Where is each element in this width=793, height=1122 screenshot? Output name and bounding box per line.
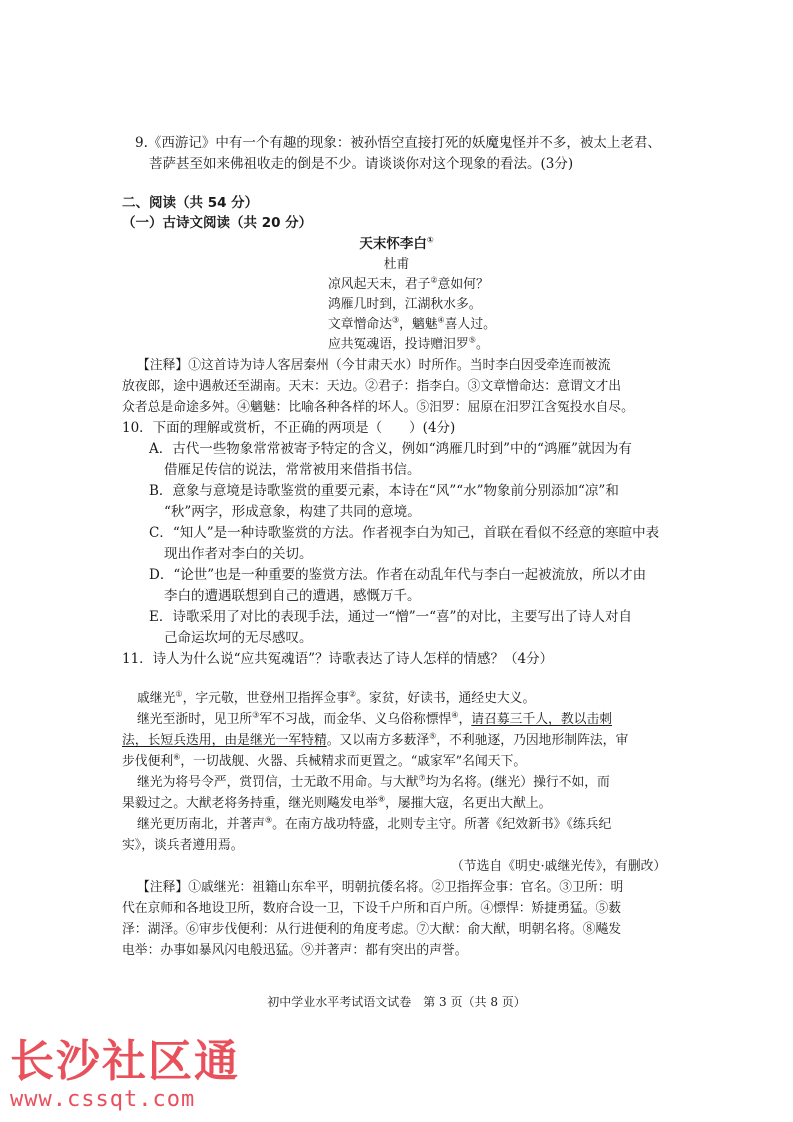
q10-stem: 10．下面的理解或赏析，不正确的两项是（ ）(4分) <box>122 420 456 436</box>
prose-source: （节选自《明史·戚继光传》，有删改） <box>451 859 667 874</box>
poem-line-3-a: 文章憎命达 <box>328 317 392 332</box>
poem-line-1-a: 凉风起天末，君子 <box>328 277 431 292</box>
poem-note-4: ④ <box>437 315 445 325</box>
page-footer: 初中学业水平考试语文试卷 第 3 页（共 8 页） <box>267 995 526 1009</box>
prose-p5-a: 继光为将号令严，赏罚信，士无敢不用命。与大猷 <box>137 775 419 790</box>
prose-line-2 <box>137 711 612 729</box>
q10-option-e-2: 己命运坎坷的无尽感叹。 <box>164 630 313 646</box>
q9-line1: 9.《西游记》中有一个有趣的现象：被孙悟空直接打死的妖魔鬼怪并不多，被太上老君、 <box>135 135 661 151</box>
q10-option-e-1: E．诗歌采用了对比的表现手法，通过一“憎”一“喜”的对比，主要写出了诗人对自 <box>149 609 632 625</box>
prose-note-5: ⑤ <box>429 731 437 741</box>
prose-p1-b: ，字元敬，世登州卫指挥佥事 <box>182 691 349 706</box>
subsection-title: （一）古诗文阅读（共 20 分） <box>122 215 313 231</box>
q9-line2: 菩萨甚至如来佛祖收走的倒是不少。请谈谈你对这个现象的看法。(3分) <box>149 156 574 172</box>
poem-line-3-c: 喜人过。 <box>444 317 496 332</box>
poem-line-4-a: 应共冤魂语，投诗赠汨罗 <box>328 337 469 352</box>
prose-note-4: ④ <box>451 710 459 720</box>
q10-option-d-2: 李白的遭遇联想到自己的遭遇，感慨万千。 <box>164 588 421 604</box>
prose-underlined-1: 请召募三千人，教以击刺 <box>471 712 613 727</box>
poem-line-1 <box>328 276 489 294</box>
prose-p1-a: 戚继光 <box>137 691 176 706</box>
prose-p6-b: ，屡摧大寇，名更出大猷上。 <box>385 796 552 811</box>
prose-p2-b: 军不习战，而金华、义乌俗称慓悍 <box>259 712 452 727</box>
poem-notes-line2: 放夜郎，途中遇赦还至湖南。天末：天边。②君子：指李白。③文章憎命达：意谓文才出 <box>122 379 622 394</box>
poem-line-3-b: ，魑魅 <box>399 317 438 332</box>
poem-line-4 <box>328 336 489 354</box>
prose-line-3 <box>122 732 628 750</box>
prose-p5-b: 均为名将。(继光）操行不如，而 <box>425 775 610 790</box>
prose-line-6 <box>122 795 551 813</box>
prose-notes-line1: 【注释】①戚继光：祖籍山东牟平，明朝抗倭名将。②卫指挥佥事：官名。③卫所：明 <box>137 880 624 895</box>
prose-p4-a: 步伐便利 <box>122 754 174 769</box>
poem-notes-line1: 【注释】①这首诗为诗人客居秦州（今甘肃天水）时所作。当时李白因受牵连而被流 <box>137 358 611 373</box>
prose-line-1 <box>137 690 535 708</box>
q10-option-a-2: 借雁足传信的说法，常常被用来借指书信。 <box>164 462 421 478</box>
prose-p2-c: ， <box>458 712 472 727</box>
prose-note-6: ⑥ <box>173 752 181 762</box>
prose-p4-b: ，一切战舰、火器、兵械精求而更置之。“戚家军”名闻天下。 <box>180 754 527 769</box>
watermark-logo-text: 长沙社区通 <box>10 1036 240 1087</box>
poem-line-1-b: 意如何？ <box>437 277 489 292</box>
poem-title <box>0 235 793 253</box>
prose-p3-c: ，不利驰逐，乃因地形制阵法，审 <box>436 733 629 748</box>
prose-note-8: ⑧ <box>377 794 386 804</box>
poem-note-2: ② <box>430 275 438 285</box>
prose-line-4 <box>122 753 526 771</box>
q10-option-c-1: C．“知人”是一种诗歌鉴赏的方法。作者视李白为知己，首联在看似不经意的寒暄中表 <box>149 525 660 541</box>
prose-note-3: ③ <box>252 710 260 720</box>
prose-p7-a: 继光更历南北，并著声 <box>137 817 265 832</box>
prose-underlined-2: 法，长短兵迭用，由是继光一军特精 <box>122 733 327 748</box>
prose-line-5 <box>137 774 610 792</box>
poem-title-text: 天末怀李白 <box>359 236 427 252</box>
prose-notes-line2: 代在京师和各地设卫所，数府合设一卫，下设千户所和百户所。④慓悍：矫捷勇猛。⑤薮 <box>122 901 622 916</box>
poem-author: 杜甫 <box>383 257 410 272</box>
prose-note-7: ⑦ <box>418 773 426 783</box>
prose-p3-b: 。又以南方多薮泽 <box>326 733 430 748</box>
q10-option-c-2: 现出作者对李白的关切。 <box>164 546 313 562</box>
prose-note-9: ⑨ <box>264 815 273 825</box>
prose-line-8: 实》，谈兵者遵用焉。 <box>122 838 244 853</box>
prose-p1-c: 。家贫，好读书，通经史大义。 <box>356 691 536 706</box>
poem-note-5: ⑤ <box>468 335 476 345</box>
prose-note-2: ② <box>348 689 357 699</box>
q10-option-a-1: A．古代一些物象常常被寄予特定的含义，例如“鸿雁几时到”中的“鸿雁”就因为有 <box>149 441 632 457</box>
poem-title-note: ① <box>426 235 434 245</box>
prose-line-7 <box>137 816 611 834</box>
prose-p2-a: 继光至浙时，见卫所 <box>137 712 253 727</box>
q10-option-b-2: “秋”两字，形成意象，构建了共同的意境。 <box>164 504 421 520</box>
q10-option-d-1: D．“论世”也是一种重要的鉴赏方法。作者在动乱年代与李白一起被流放，所以才由 <box>149 567 647 583</box>
prose-note-1: ① <box>175 689 183 699</box>
poem-notes-line3: 众者总是命途多舛。④魑魅：比喻各种各样的坏人。⑤汨罗：屈原在汨罗江含冤投水自尽。 <box>122 400 634 415</box>
q11-stem: 11．诗人为什么说“应共冤魂语”？诗歌表达了诗人怎样的情感？（4分） <box>122 651 554 667</box>
poem-line-3 <box>328 316 496 334</box>
poem-line-2: 鸿雁几时到，江湖秋水多。 <box>328 297 482 312</box>
prose-p6-a: 果毅过之。大猷老将务持重，继光则飚发电举 <box>122 796 378 811</box>
poem-note-3: ③ <box>391 315 400 325</box>
poem-line-4-b: 。 <box>475 337 489 352</box>
prose-notes-line3: 泽：湖泽。⑥审步伐便利：从行进便利的角度考虑。⑦大猷：俞大猷，明朝名将。⑧飚发 <box>122 922 622 937</box>
prose-notes-line4: 电举：办事如暴风闪电般迅猛。⑨并著声：都有突出的声誉。 <box>122 943 468 958</box>
watermark-url: www.cssqt.com <box>10 1087 196 1112</box>
prose-p7-b: 。在南方战功特盛，北则专主守。所著《纪效新书》《练兵纪 <box>272 817 612 832</box>
q10-option-b-1: B．意象与意境是诗歌鉴赏的重要元素，本诗在“风”“水”物象前分别添加“凉”和 <box>149 483 619 499</box>
section-title: 二、阅读（共 54 分） <box>122 195 259 211</box>
